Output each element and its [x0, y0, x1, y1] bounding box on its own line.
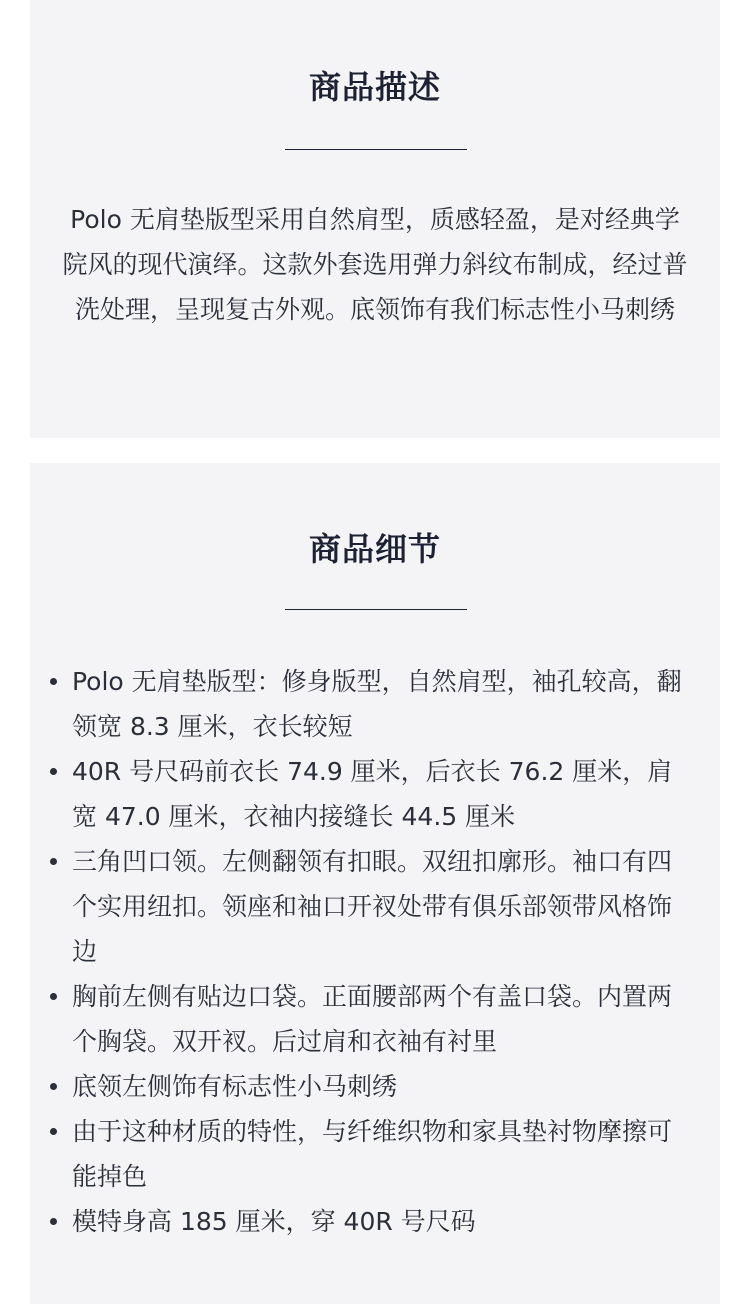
- bullet-icon: [50, 1218, 57, 1225]
- bullet-icon: [50, 768, 57, 775]
- list-item: [72, 1199, 694, 1244]
- product-description-title: 商品描述: [308, 68, 441, 106]
- list-item: [72, 1064, 694, 1109]
- list-item: [72, 659, 694, 749]
- bullet-icon: [50, 858, 57, 865]
- list-item-text: 40R 号尺码前衣长 74.9 厘米，后衣长 76.2 厘米，肩宽 47.0 厘米，衣袖内接缝长 44.5 厘米: [72, 757, 673, 831]
- product-details-title: 商品细节: [308, 530, 441, 568]
- list-item-text: 底领左侧饰有标志性小马刺绣: [72, 1072, 398, 1101]
- list-item-text: 三角凹口领。左侧翻领有扣眼。双纽扣廓形。袖口有四个实用纽扣。领座和袖口开衩处带有俱乐部领带风格饰边: [72, 847, 673, 966]
- title-divider: [285, 149, 467, 150]
- list-item: [72, 1109, 694, 1199]
- list-item-text: 由于这种材质的特性，与纤维织物和家具垫衬物摩擦可能掉色: [72, 1117, 673, 1191]
- product-description-text: Polo 无肩垫版型采用自然肩型，质感轻盈，是对经典学院风的现代演绎。这款外套选用弹力斜纹布制成，经过普洗处理，呈现复古外观。底领饰有我们标志性小马刺绣: [62, 205, 688, 324]
- list-item: [72, 974, 694, 1064]
- bullet-icon: [50, 1128, 57, 1135]
- list-item-text: Polo 无肩垫版型：修身版型，自然肩型，袖孔较高，翻领宽 8.3 厘米，衣长较短: [72, 667, 682, 741]
- list-item: [72, 749, 694, 839]
- title-divider: [285, 609, 467, 610]
- product-details-section: [30, 463, 720, 1304]
- list-item-text: 胸前左侧有贴边口袋。正面腰部两个有盖口袋。内置两个胸袋。双开衩。后过肩和衣袖有衬里: [72, 982, 673, 1056]
- bullet-icon: [50, 993, 57, 1000]
- product-details-list: [72, 659, 694, 1244]
- list-item-text: 模特身高 185 厘米，穿 40R 号尺码: [72, 1207, 476, 1236]
- list-item: [72, 839, 694, 974]
- bullet-icon: [50, 1083, 57, 1090]
- product-description-section: [30, 0, 720, 438]
- bullet-icon: [50, 678, 57, 685]
